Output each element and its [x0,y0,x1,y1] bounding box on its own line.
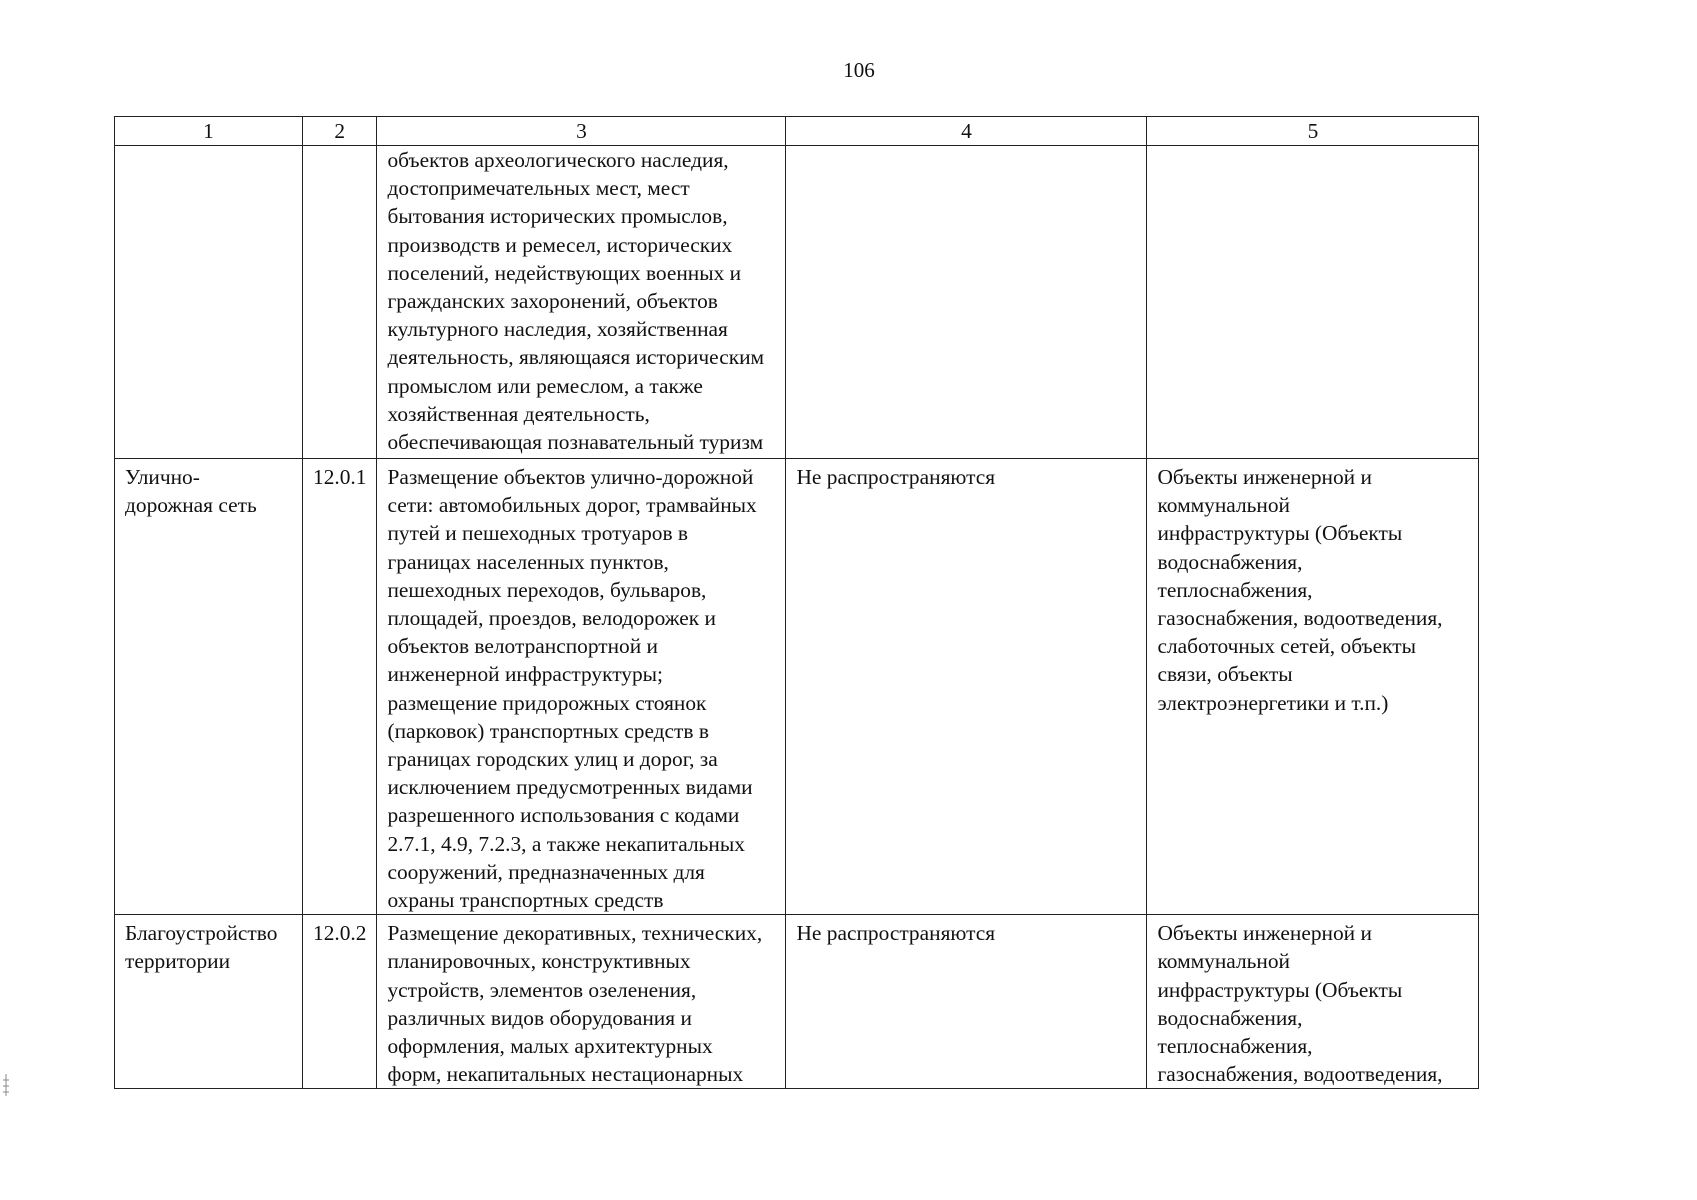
page-number: 106 [843,58,875,82]
land-use-code-cell [303,146,377,459]
related-objects-cell: Объекты инженерной и коммунальной инфраструктуры (Объекты водоснабжения, теплоснабжения, газоснабжения, водоотведения, слаботочных сетей, объекты связи, объекты электроэнергетики и т.п.) [1147,459,1479,915]
land-use-name-cell: Улично- дорожная сеть [115,459,303,915]
table-header [115,117,1479,146]
description-cell: Размещение объектов улично-дорожной сети: автомобильных дорог, трамвайных путей и пешеходных тротуаров в границах населенных пунктов, пешеходных переходов, бульваров, площадей, проездов, велодорожек и объектов велотранспортной и инженерной инфраструктуры; размещение придорожных стоянок (парковок) транспортных средств в границах городских улиц и дорог, за исключением предусмотренных видами разрешенного использования с кодами 2.7.1, 4.9, 7.2.3, а также некапитальных сооружений, предназначенных для охраны транспортных средств [377,459,786,915]
description-cell: объектов археологического наследия, достопримечательных мест, мест бытования исторических промыслов, производств и ремесел, исторических поселений, недействующих военных и гражданских захоронений, объектов культурного наследия, хозяйственная деятельность, являющаяся историческим промыслом или ремеслом, а также хозяйственная деятельность, обеспечивающая познавательный туризм [377,146,786,459]
description-text: Размещение декоративных, технических, планировочных, конструктивных устройств, элементов озеленения, различных видов оборудования и оформления, малых архитектурных форм, некапитальных нестационарных [387,921,763,1087]
land-use-code-cell: 12.0.2 [303,915,377,1089]
table-row [115,146,1479,459]
table-row [115,459,1479,915]
header-row [115,117,1479,146]
land-use-code-cell: 12.0.1 [303,459,377,915]
margin-scan-mark [2,1074,10,1104]
land-use-name-cell: Благоустройство территории [115,915,303,1089]
column-header-1: 1 [115,117,303,146]
related-objects-text: Объекты инженерной и коммунальной инфраструктуры (Объекты водоснабжения, теплоснабжения, газоснабжения, водоотведения, [1157,921,1443,1087]
column-header-4: 4 [786,117,1147,146]
regulations-table [114,116,1479,1089]
restrictions-cell: Не распространяются [786,915,1147,1089]
land-use-name-cell [115,146,303,459]
description-cell [377,915,786,1089]
related-objects-cell [1147,915,1479,1089]
restrictions-cell [786,146,1147,459]
column-header-2: 2 [303,117,377,146]
restrictions-cell: Не распространяются [786,459,1147,915]
table-row [115,915,1479,1089]
column-header-3: 3 [377,117,786,146]
column-header-5: 5 [1147,117,1479,146]
related-objects-cell [1147,146,1479,459]
